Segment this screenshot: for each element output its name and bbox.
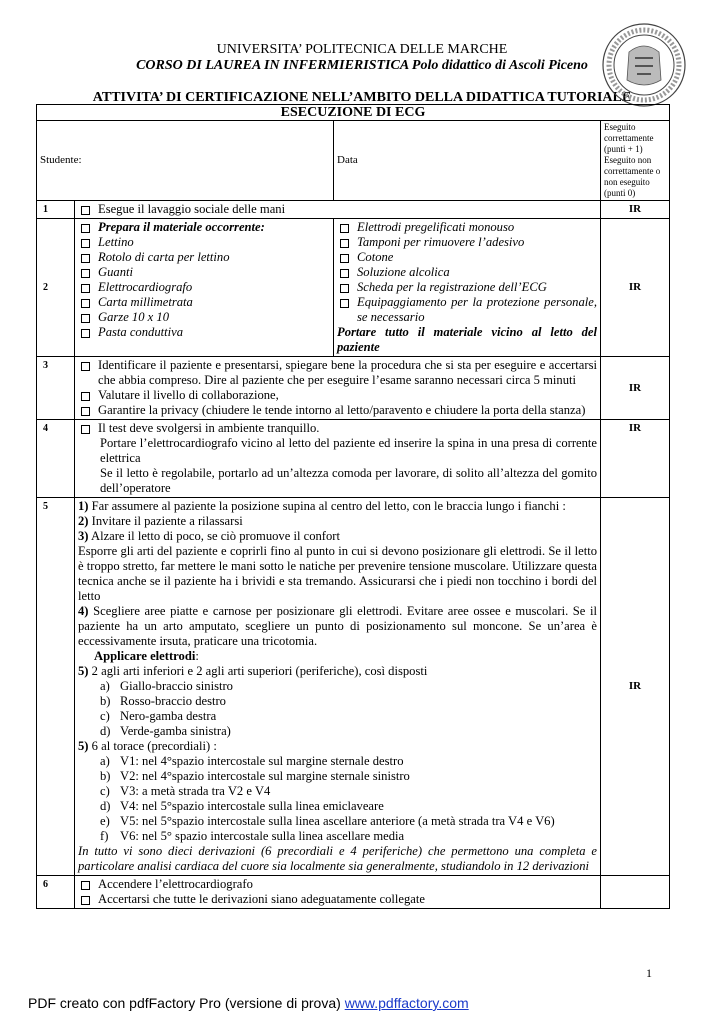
materials-left [75, 219, 334, 357]
step-text: 6 al torace (precordiali) : [91, 739, 217, 753]
chest-lead [78, 814, 597, 829]
list-letter: b) [100, 769, 111, 783]
list-letter: c) [100, 784, 110, 798]
chest-lead [78, 769, 597, 784]
list-letter: f) [100, 829, 109, 843]
scoring-legend: Eseguito correttamente (punti + 1) Eseguito non correttamente o non eseguito (punti 0) [601, 121, 670, 201]
step-text: Esegue il lavaggio sociale delle mani [98, 202, 286, 216]
substep-4: 4) Scegliere aree piatte e carnose per posizionare gli elettrodi. Evitare aree ossee e muscolari. Se il paziente ha un arto amputato, scegliere un punto di posizionamento sul moncone. Se un’area è eccessivamente irsuta, praticare una tricotomia. [78, 604, 597, 648]
score-ir: IR [601, 420, 670, 498]
step-text: Scegliere aree piatte e carnose per posizionare gli elettrodi. Evitare aree ossee e muscolari. Se il paziente ha un arto amputato, scegliere un punto di posizionamento sul moncone. Se un’area è eccessivamente irsuta, praticare una tricotomia. [78, 604, 597, 648]
checkbox-icon [81, 881, 90, 890]
substep-3: 3) Alzare il letto di poco, se ciò promuove il confort [78, 529, 340, 543]
limb-lead [78, 679, 597, 694]
course-name: CORSO DI LAUREA IN INFERMIERISTICA Polo didattico di Ascoli Piceno [136, 58, 588, 73]
university-seal-logo [601, 22, 687, 108]
list-letter: b) [100, 694, 111, 708]
list-text: V1: nel 4°spazio intercostale sul margine sternale destro [120, 754, 404, 768]
list-letter: d) [100, 724, 111, 738]
checkbox-icon [81, 284, 90, 293]
checkbox-icon [340, 299, 349, 308]
list-letter: e) [100, 814, 110, 828]
leads-summary: In tutto vi sono dieci derivazioni (6 precordiali e 4 periferiche) che permettono una completa e particolare analisi cardiaca del cuore sia localmente sia generalmente, studiandolo in 12 derivazioni [78, 844, 597, 873]
checkbox-icon [340, 269, 349, 278]
checkbox-icon [81, 329, 90, 338]
step-text: Identificare il paziente e presentarsi, spiegare bene la procedura che si sta per eseguire e accertarsi che abbia compreso. Dire al paziente che per eseguire l’esame saranno necessari circa 5 minuti [98, 358, 597, 387]
score-ir: IR [601, 201, 670, 219]
limb-lead [78, 709, 597, 724]
section-title: ESECUZIONE DI ECG [37, 105, 670, 121]
step-3 [75, 357, 601, 420]
score-cell [601, 876, 670, 909]
checkbox-icon [340, 224, 349, 233]
step-text: Accendere l’elettrocardiografo [98, 877, 253, 891]
checkbox-icon [81, 224, 90, 233]
checkbox-icon [81, 425, 90, 434]
activity-title: ATTIVITA’ DI CERTIFICAZIONE NELL’AMBITO DELLA DIDATTICA TUTORIALE [92, 90, 632, 105]
step-text: Esporre gli arti del paziente e coprirli fino al punto in cui si devono posizionare gli elettrodi. Se il letto è troppo stretto, far mettere le mani sotto le natiche per prevenire tensione muscolare. Utilizzare questa tecnica anche se il paziente ha i brividi e sta tremando. Assicurarsi che i piedi non tocchino i bordi del letto [78, 544, 597, 603]
heading-text: Applicare elettrodi [94, 649, 196, 663]
checkbox-icon [81, 896, 90, 905]
material-item: Rotolo di carta per lettino [98, 250, 230, 264]
list-letter: a) [100, 679, 110, 693]
step-text: Portare l’elettrocardiografo vicino al letto del paziente ed inserire la spina in una presa di corrente elettrica [100, 436, 597, 465]
list-text: Nero-gamba destra [120, 709, 217, 723]
date-field: Data [334, 121, 601, 201]
score-ir: IR [601, 219, 670, 357]
list-text: Rosso-braccio destro [120, 694, 226, 708]
checkbox-icon [81, 269, 90, 278]
pdf-footer [28, 995, 469, 1011]
list-text: V4: nel 5°spazio intercostale sulla linea emiclaveare [120, 799, 384, 813]
row-number: 6 [37, 876, 75, 909]
list-letter: d) [100, 799, 111, 813]
material-item: Elettrocardiografo [98, 280, 193, 294]
row-number: 4 [37, 420, 75, 498]
substep-1: 1) Far assumere al paziente la posizione supina al centro del letto, con le braccia lungo i fianchi : [78, 499, 566, 513]
substep-5: 5) 2 agli arti inferiori e 2 agli arti superiori (periferiche), così disposti [78, 664, 428, 678]
substep-2: 2) Invitare il paziente a rilassarsi [78, 514, 243, 528]
step-6 [75, 876, 601, 909]
material-item: Scheda per la registrazione dell’ECG [357, 280, 547, 294]
chest-lead [78, 829, 597, 844]
checkbox-icon [81, 314, 90, 323]
row-number: 3 [37, 357, 75, 420]
step-text: Far assumere al paziente la posizione supina al centro del letto, con le braccia lungo i fianchi : [91, 499, 566, 513]
step-text: Valutare il livello di collaborazione, [98, 388, 279, 402]
step-text: Il test deve svolgersi in ambiente tranquillo. [98, 421, 320, 435]
checkbox-icon [340, 239, 349, 248]
list-text: V5: nel 5°spazio intercostale sulla linea ascellare anteriore (a metà strada tra V4 e V6) [120, 814, 555, 828]
list-text: Giallo-braccio sinistro [120, 679, 233, 693]
materials-right [334, 219, 601, 357]
step-text: Alzare il letto di poco, se ciò promuove il confort [90, 529, 340, 543]
step-text: Invitare il paziente a rilassarsi [91, 514, 243, 528]
material-item: Carta millimetrata [98, 295, 193, 309]
list-letter: c) [100, 709, 110, 723]
materials-note: Portare tutto il materiale vicino al letto del paziente [337, 325, 597, 354]
material-item: Pasta conduttiva [98, 325, 183, 339]
material-item: Tamponi per rimuovere l’adesivo [357, 235, 525, 249]
checkbox-icon [81, 254, 90, 263]
checkbox-icon [81, 392, 90, 401]
chest-lead [78, 754, 597, 769]
checkbox-icon [81, 239, 90, 248]
checkbox-icon [81, 407, 90, 416]
material-item: Prepara il materiale occorrente: [98, 220, 265, 234]
pdffactory-link[interactable]: www.pdffactory.com [344, 995, 469, 1011]
substep-6: 5) 6 al torace (precordiali) : [78, 739, 217, 753]
checkbox-icon [81, 362, 90, 371]
checkbox-icon [81, 206, 90, 215]
list-text: V6: nel 5° spazio intercostale sulla linea ascellare media [120, 829, 405, 843]
footer-text: PDF creato con pdfFactory Pro (versione di prova) [28, 995, 345, 1011]
step-text: Garantire la privacy (chiudere le tende intorno al letto/paravento e chiudere la porta della stanza) [98, 403, 586, 417]
chest-lead [78, 784, 597, 799]
step-text: Accertarsi che tutte le derivazioni siano adeguatamente collegate [98, 892, 425, 906]
step-text: Se il letto è regolabile, portarlo ad un’altezza comoda per lavorare, di solito all’altezza del gomito dell’operatore [100, 466, 597, 495]
page-number: 1 [646, 966, 652, 980]
student-field: Studente: [37, 121, 334, 201]
list-text: V3: a metà strada tra V2 e V4 [120, 784, 271, 798]
material-item: Garze 10 x 10 [98, 310, 170, 324]
row-number: 1 [37, 201, 75, 219]
row-number: 5 [37, 498, 75, 876]
material-item: Cotone [357, 250, 394, 264]
list-letter: a) [100, 754, 110, 768]
material-item: Equipaggiamento per la protezione personale, se necessario [357, 295, 597, 324]
checkbox-icon [340, 254, 349, 263]
checkbox-icon [340, 284, 349, 293]
material-item: Elettrodi pregelificati monouso [357, 220, 515, 234]
step-1 [75, 201, 601, 219]
list-text: V2: nel 4°spazio intercostale sul margine sternale sinistro [120, 769, 410, 783]
step-5 [75, 498, 601, 876]
limb-lead [78, 724, 597, 739]
university-name: UNIVERSITA’ POLITECNICA DELLE MARCHE [216, 42, 508, 57]
checkbox-icon [81, 299, 90, 308]
score-ir: IR [601, 498, 670, 876]
list-text: Verde-gamba sinistra) [120, 724, 231, 738]
material-item: Soluzione alcolica [357, 265, 450, 279]
step-4 [75, 420, 601, 498]
apply-electrodes-heading: Applicare elettrodi: [94, 649, 199, 663]
ecg-checklist-table [36, 104, 670, 909]
step-text: 2 agli arti inferiori e 2 agli arti superiori (periferiche), così disposti [91, 664, 428, 678]
material-item: Guanti [98, 265, 133, 279]
chest-lead [78, 799, 597, 814]
material-item: Lettino [98, 235, 134, 249]
row-number: 2 [37, 219, 75, 357]
limb-lead [78, 694, 597, 709]
score-ir: IR [601, 357, 670, 420]
